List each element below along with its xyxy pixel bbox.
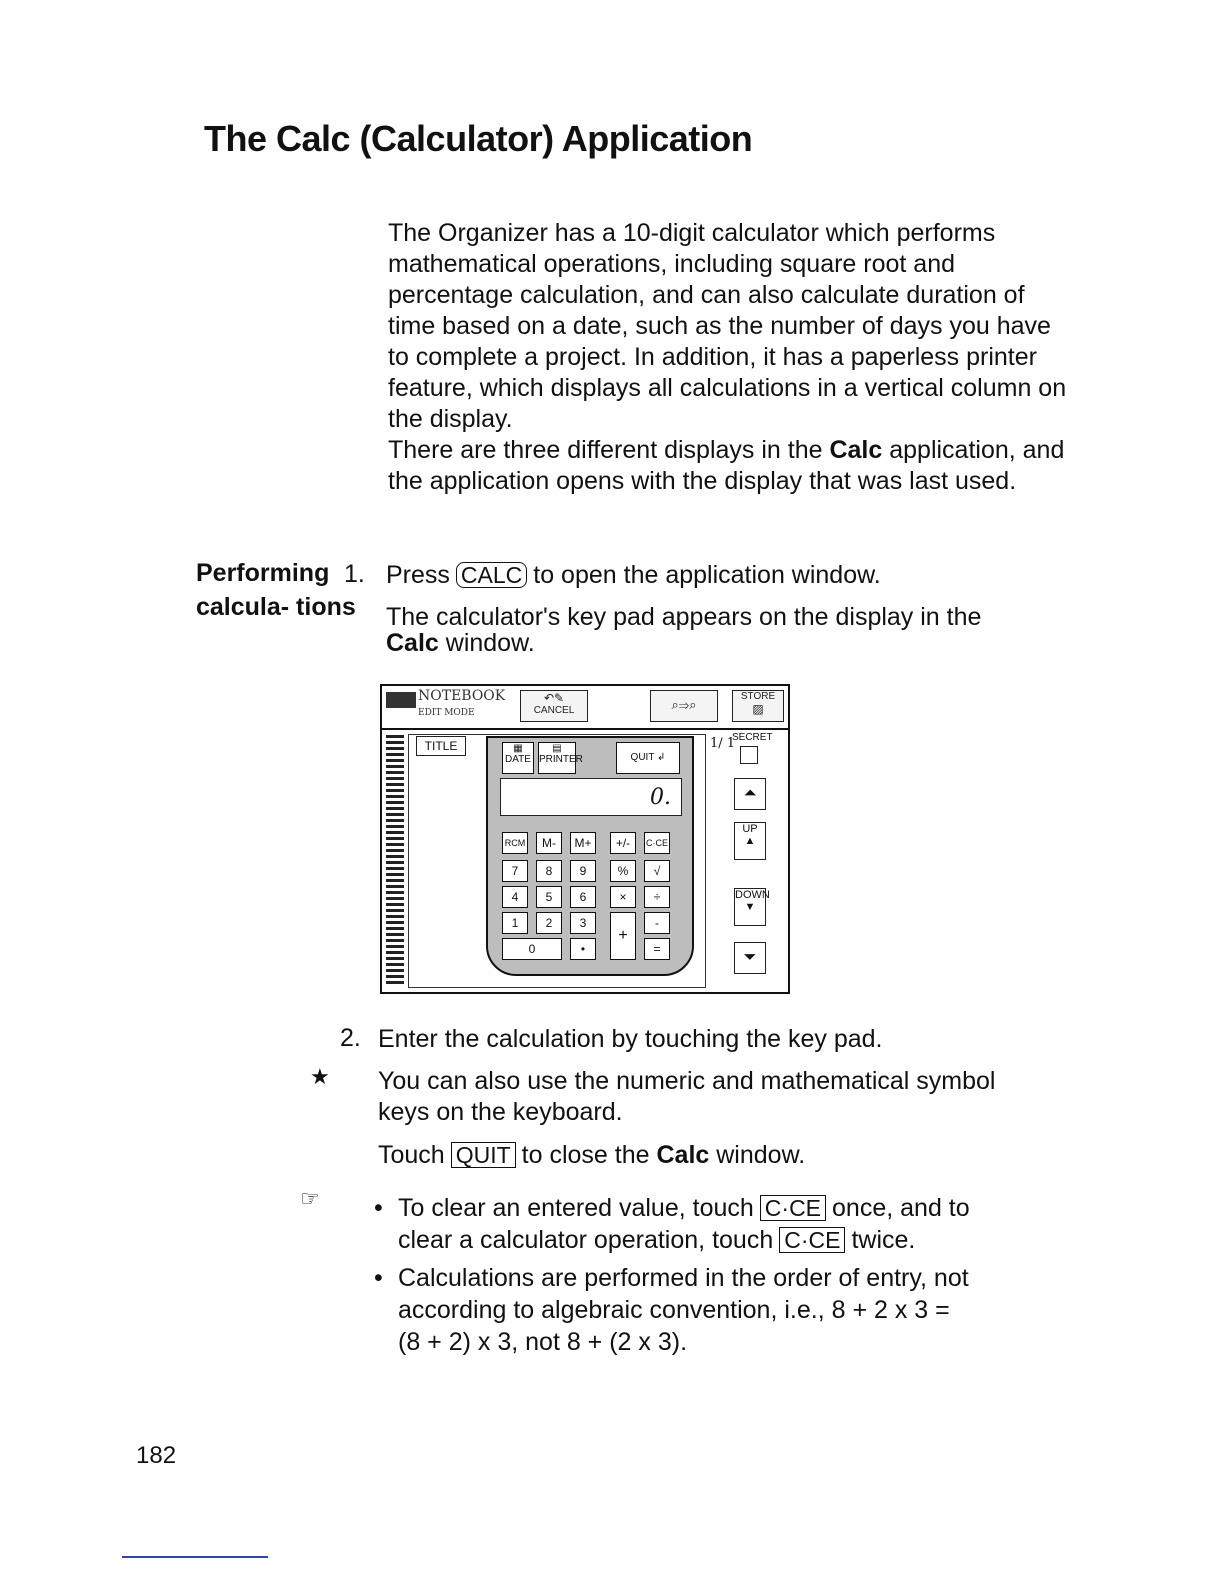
down-arrow-icon: ▼: [744, 901, 756, 913]
calc-display: [500, 778, 682, 816]
cce-key-reference-2: C·CE: [779, 1227, 845, 1253]
calc-key-6[interactable]: 6: [570, 886, 596, 908]
step-2-number: 2.: [340, 1024, 361, 1052]
notebook-spine: [386, 732, 404, 984]
quit-key[interactable]: QUIT ↲: [616, 742, 680, 774]
calc-key-m-plus[interactable]: M+: [570, 832, 596, 854]
calendar-icon: ▦: [513, 743, 523, 754]
calc-key-equals[interactable]: =: [644, 938, 670, 960]
printer-icon: ▤: [552, 743, 562, 754]
app-menu: EDIT MODE: [418, 708, 475, 718]
up-button[interactable]: UP ▲: [734, 822, 766, 860]
intro-text: [388, 218, 1068, 497]
calc-key-9[interactable]: 9: [570, 860, 596, 882]
bullet-order: • Calculations are performed in the order of entry, not according to algebraic convention, i.e., 8 + 2 x 3 = (8 + 2) x 3, not 8 + (2 x 3).: [374, 1264, 969, 1356]
title-button[interactable]: TITLE: [416, 736, 466, 756]
calc-key-clear[interactable]: C·CE: [644, 832, 670, 854]
screen-toolbar: [382, 686, 788, 730]
search-tools-button[interactable]: [650, 690, 718, 722]
tip-text: You can also use the numeric and mathematical symbol keys on the keyboard.: [378, 1067, 996, 1126]
section-label: Performing calcula- tions: [196, 559, 356, 621]
note-hand-icon: ☞: [300, 1186, 320, 1211]
printer-key[interactable]: ▤ PRINTER: [538, 742, 576, 774]
store-icon: ▨: [752, 702, 764, 716]
page-navigation: [704, 732, 788, 990]
calc-key-8[interactable]: 8: [536, 860, 562, 882]
calc-key-5[interactable]: 5: [536, 886, 562, 908]
footer-rule: [122, 1556, 268, 1558]
double-down-icon: ⏷: [743, 949, 757, 966]
store-button[interactable]: STORE ▨: [732, 690, 784, 722]
down-button[interactable]: DOWN ▼: [734, 888, 766, 926]
bullet-clear: • To clear an entered value, touch C·CE once, and to clear a calculator operation, touch C·CE twice.: [374, 1194, 970, 1254]
app-name: NOTEBOOK: [418, 688, 506, 704]
calc-key-minus[interactable]: -: [644, 912, 670, 934]
calc-key-decimal[interactable]: •: [570, 938, 596, 960]
calc-key-sign[interactable]: +/-: [610, 832, 636, 854]
calc-display-value: 0.: [650, 785, 671, 810]
up-arrow-icon: ▲: [744, 835, 756, 847]
calc-key-multiply[interactable]: ×: [610, 886, 636, 908]
notebook-app-icon: [386, 692, 416, 708]
step-2-text: Enter the calculation by touching the key pad.: [378, 1025, 883, 1053]
page-number: 182: [136, 1442, 177, 1469]
search-icon: ⌕⇒⌕: [671, 697, 697, 712]
page-bottom-button[interactable]: [734, 942, 766, 974]
calculator-keypad: [486, 736, 694, 976]
step-1-line-2: The calculator's key pad appears on the display in the: [386, 603, 982, 631]
calc-screenshot: [380, 684, 790, 994]
tip-star-icon: ★: [310, 1064, 330, 1089]
calc-key-4[interactable]: 4: [502, 886, 528, 908]
page-indicator: 1/ 1: [710, 736, 736, 751]
double-up-icon: ⏶: [743, 785, 757, 802]
calc-key-3[interactable]: 3: [570, 912, 596, 934]
cancel-icon: ↶✎: [543, 691, 565, 705]
calc-key-rcm[interactable]: RCM: [502, 832, 528, 854]
calc-key-2[interactable]: 2: [536, 912, 562, 934]
step-1-line-1: Press CALC to open the application window.: [386, 561, 881, 589]
calc-key-sqrt[interactable]: √: [644, 860, 670, 882]
secret-label: SECRET: [732, 732, 773, 743]
date-key[interactable]: ▦ DATE: [502, 742, 534, 774]
secret-checkbox[interactable]: [740, 746, 758, 764]
calc-key-0[interactable]: 0: [502, 938, 562, 960]
cce-key-reference: C·CE: [760, 1195, 826, 1221]
quit-key-reference: QUIT: [451, 1142, 516, 1168]
calc-key-1[interactable]: 1: [502, 912, 528, 934]
page-top-button[interactable]: [734, 778, 766, 810]
calc-key-reference: CALC: [456, 562, 527, 588]
page-heading: The Calc (Calculator) Application: [204, 118, 753, 159]
intro-paragraph-2: There are three different displays in the Calc application, and the application opens with the display that was last used.: [388, 436, 1065, 495]
quit-instruction: Touch QUIT to close the Calc window.: [378, 1141, 806, 1169]
return-arrow-icon: ↲: [657, 752, 666, 763]
calc-key-m-minus[interactable]: M-: [536, 832, 562, 854]
step-1-number: 1.: [344, 560, 365, 588]
calc-key-percent[interactable]: %: [610, 860, 636, 882]
calc-key-plus[interactable]: +: [610, 912, 636, 960]
calc-key-7[interactable]: 7: [502, 860, 528, 882]
cancel-button[interactable]: ↶✎ CANCEL: [520, 690, 588, 722]
intro-paragraph-1: The Organizer has a 10-digit calculator which performs mathematical operations, including square root and percentage calculation, and can also calculate duration of time based on a date, such as the number of days you have to complete a project. In addition, it has a paperless printer feature, which displays all calculations in a vertical column on the display.: [388, 219, 1067, 433]
step-1-line-3: Calc window.: [386, 629, 535, 657]
calc-key-divide[interactable]: ÷: [644, 886, 670, 908]
